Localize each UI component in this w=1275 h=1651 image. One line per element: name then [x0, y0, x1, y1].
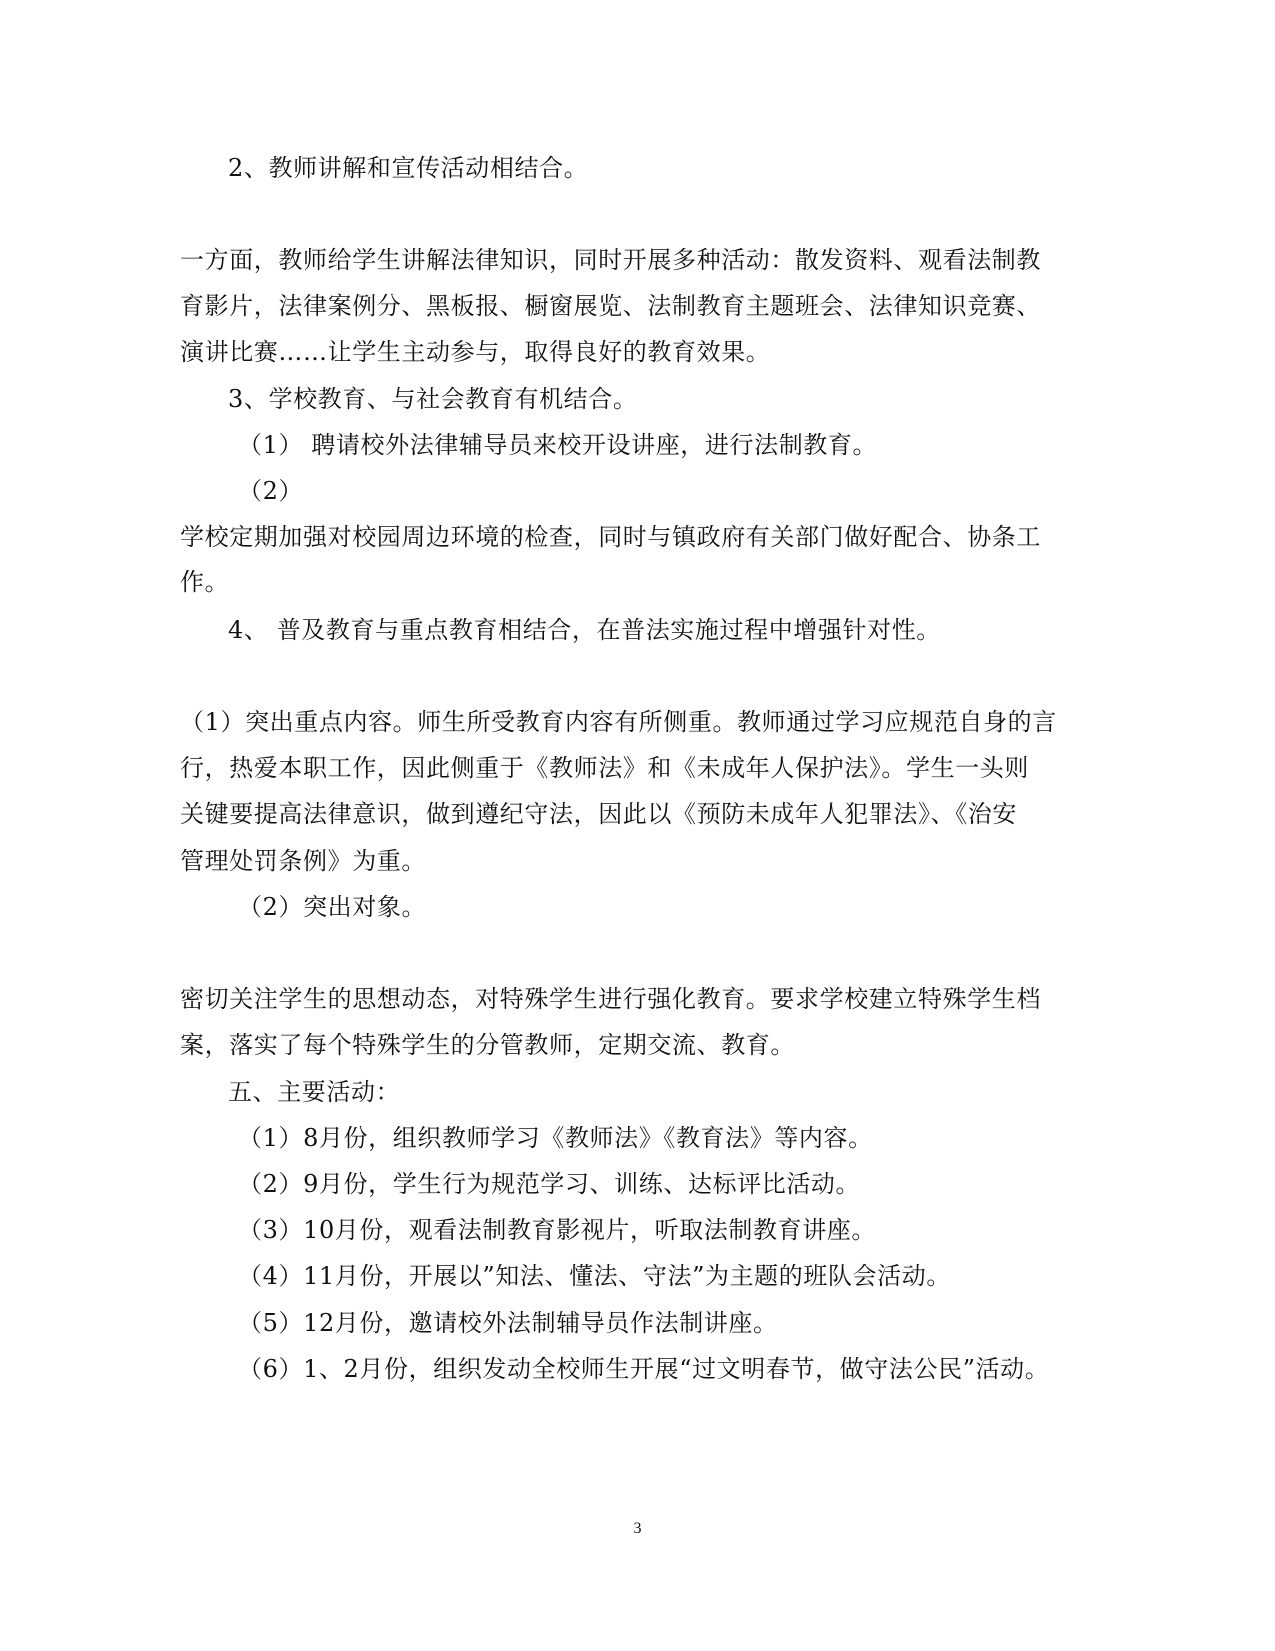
text-line: 行，热爱本职工作，因此侧重于《教师法》和《未成年人保护法》。学生一头则: [180, 754, 1029, 782]
text-line: 关键要提高法律意识，做到遵纪守法，因此以《预防未成年人犯罪法》、《治安: [180, 800, 1017, 828]
text-line: （4）11月份，开展以”知法、懂法、守法”为主题的班队会活动。: [238, 1262, 951, 1290]
text-line: 学校定期加强对校园周边环境的检查，同时与镇政府有关部门做好配合、协条工: [180, 523, 1041, 551]
text-line: （2）9月份，学生行为规范学习、训练、达标评比活动。: [238, 1170, 861, 1198]
text-line: 作。: [180, 568, 230, 596]
text-line: （5）12月份，邀请校外法制辅导员作法制讲座。: [238, 1309, 778, 1337]
text-line: （3）10月份，观看法制教育影视片，听取法制教育讲座。: [238, 1216, 877, 1244]
text-line: （1）8月份，组织教师学习《教师法》《教育法》等内容。: [238, 1124, 873, 1152]
text-line: （1） 聘请校外法律辅导员来校开设讲座，进行法制教育。: [238, 431, 878, 459]
text-line: 演讲比赛……让学生主动参与，取得良好的教育效果。: [180, 338, 771, 366]
text-line: 育影片，法律案例分、黑板报、橱窗展览、法制教育主题班会、法律知识竞赛、: [180, 292, 1041, 320]
text-line: 管理处罚条例》为重。: [180, 847, 426, 875]
text-line: 4、 普及教育与重点教育相结合，在普法实施过程中增强针对性。: [228, 616, 941, 644]
text-line: 案，落实了每个特殊学生的分管教师，定期交流、教育。: [180, 1031, 795, 1059]
text-line: （2）突出对象。: [238, 893, 427, 921]
text-line: 3、学校教育、与社会教育有机结合。: [228, 385, 638, 413]
text-line: （2）: [238, 477, 304, 505]
text-line: （1）突出重点内容。师生所受教育内容有所侧重。教师通过学习应规范自身的言: [180, 708, 1057, 736]
text-line: （6）1、2月份，组织发动全校师生开展“过文明春节，做守法公民”活动。: [238, 1355, 1050, 1383]
text-line: 一方面，教师给学生讲解法律知识，同时开展多种活动：散发资料、观看法制教: [180, 246, 1041, 274]
text-line: 五、主要活动：: [228, 1078, 401, 1106]
page-number: 3: [633, 1520, 642, 1537]
text-line: 密切关注学生的思想动态，对特殊学生进行强化教育。要求学校建立特殊学生档: [180, 985, 1041, 1013]
text-line: 2、教师讲解和宣传活动相结合。: [228, 154, 589, 182]
